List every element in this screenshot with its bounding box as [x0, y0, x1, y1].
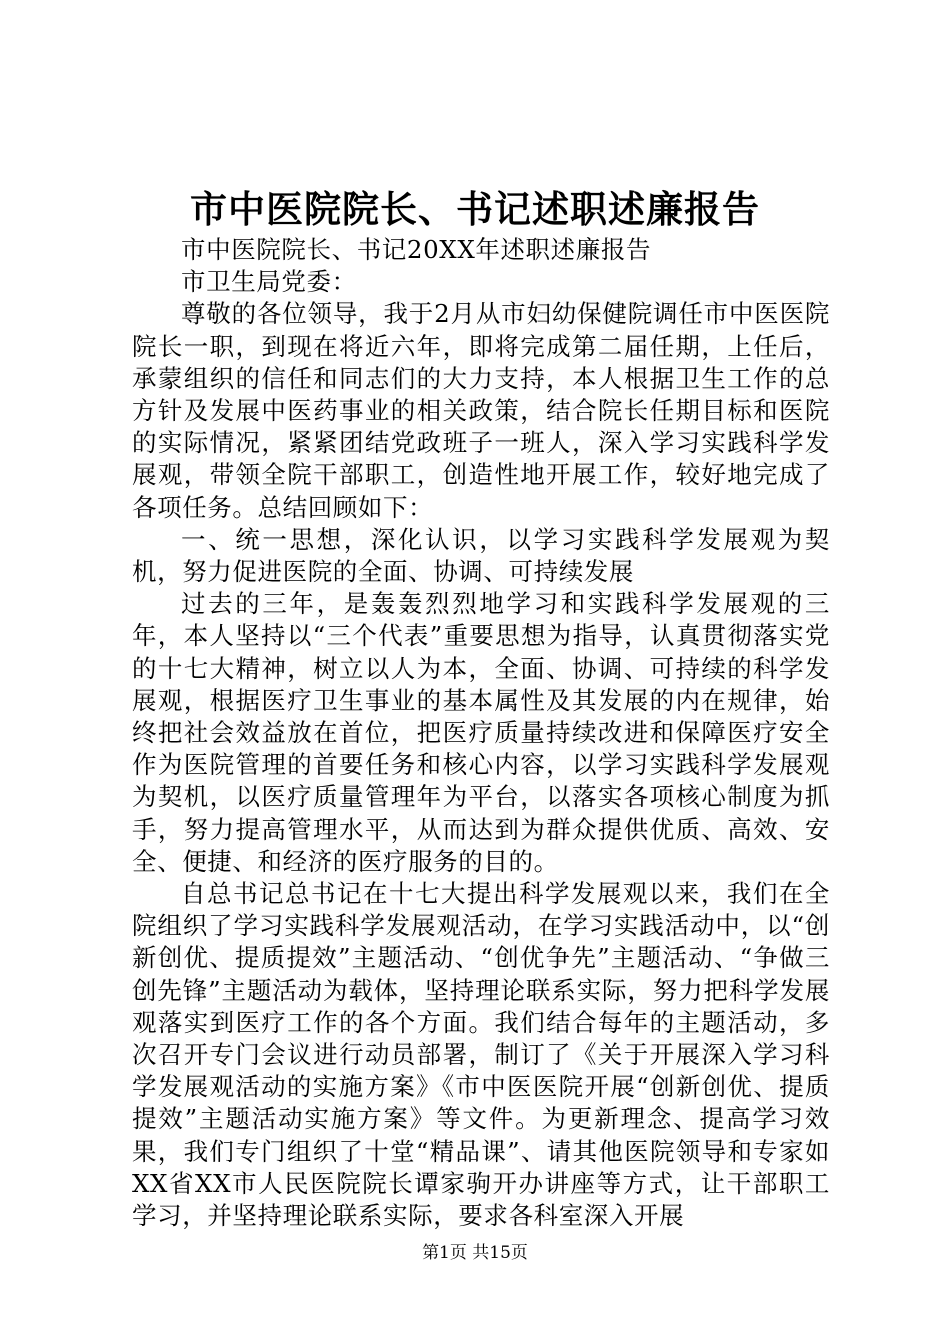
- document-body: [132, 234, 830, 1232]
- subtitle-line: 市中医院院长、书记20XX年述职述廉报告: [181, 235, 652, 264]
- section-heading: 一、统一思想，深化认识，以学习实践科学发展观为契机，努力促进医院的全面、协调、可持续发展: [132, 524, 830, 587]
- document-title: 市中医院院长、书记述职述廉报告: [190, 187, 760, 231]
- body-paragraph: 过去的三年，是轰轰烈烈地学习和实践科学发展观的三年，本人坚持以“三个代表”重要思想为指导，认真贯彻落实党的十七大精神，树立以人为本，全面、协调、可持续的科学发展观，根据医疗卫生事业的基本属性及其发展的内在规律，始终把社会效益放在首位，把医疗质量持续改进和保障医疗安全作为医院管理的首要任务和核心内容，以学习实践科学发展观为契机，以医疗质量管理年为平台，以落实各项核心制度为抓手，努力提高管理水平，从而达到为群众提供优质、高效、安全、便捷、和经济的医疗服务的目的。: [132, 589, 830, 876]
- body-paragraph: 尊敬的各位领导，我于2月从市妇幼保健院调任市中医医院院长一职，到现在将近六年，即将完成第二届任期，上任后，承蒙组织的信任和同志们的大力支持，本人根据卫生工作的总方针及发展中医药事业的相关政策，结合院长任期目标和医院的实际情况，紧紧团结党政班子一班人，深入学习实践科学发展观，带领全院干部职工，创造性地开展工作，较好地完成了各项任务。总结回顾如下：: [132, 299, 830, 522]
- body-paragraph: 自总书记总书记在十七大提出科学发展观以来，我们在全院组织了学习实践科学发展观活动，在学习实践活动中，以“创新创优、提质提效”主题活动、“创优争先”主题活动、“争做三创先锋”主题活动为载体，坚持理论联系实际，努力把科学发展观落实到医疗工作的各个方面。我们结合每年的主题活动，多次召开专门会议进行动员部署，制订了《关于开展深入学习科学发展观活动的实施方案》《市中医医院开展“创新创优、提质提效”主题活动实施方案》等文件。为更新理念、提高学习效果，我们专门组织了十堂“精品课”、请其他医院领导和专家如XX省XX市人民医院院长谭家驹开办讲座等方式，让干部职工学习，并坚持理论联系实际，要求各科室深入开展: [132, 879, 830, 1231]
- page-number-footer: 第1页 共15页: [422, 1243, 528, 1263]
- salutation-line: 市卫生局党委：: [181, 267, 357, 297]
